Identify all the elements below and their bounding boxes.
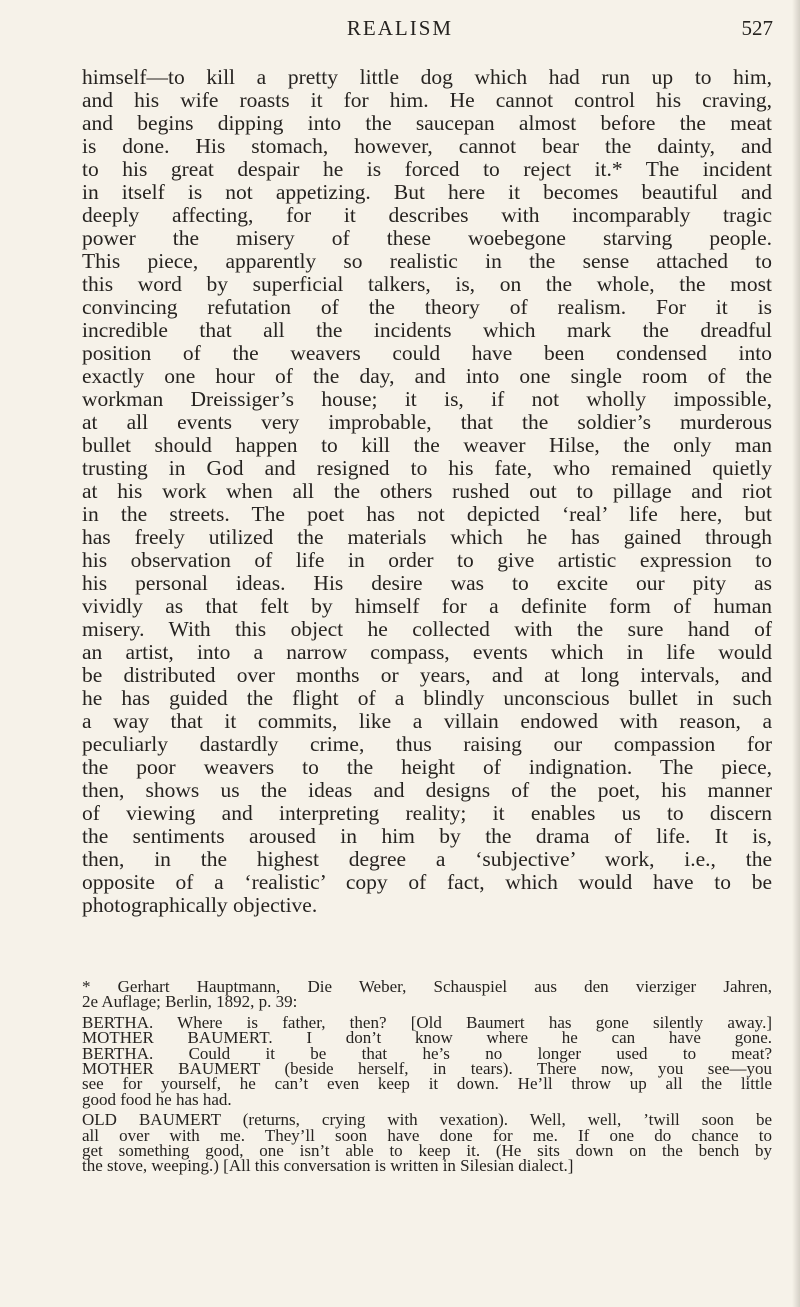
body-line: incredible that all the incidents which mark the dreadful — [82, 318, 772, 342]
body-line: workman Dreissiger’s house; it is, if not wholly impossible, — [82, 387, 772, 411]
body-line: peculiarly dastardly crime, thus raising our compassion for — [82, 732, 772, 756]
body-line: the poor weavers to the height of indignation. The piece, — [82, 755, 772, 779]
body-line: a way that it commits, like a villain endowed with reason, a — [82, 709, 772, 733]
footnote-line: MOTHER BAUMERT. I don’t know where he can have gone. — [82, 1028, 772, 1048]
footnote-line: all over with me. They’ll soon have done for me. If one do chance to — [82, 1125, 772, 1145]
footnote-paragraph — [82, 1012, 772, 1109]
page-binding-edge — [792, 0, 800, 1307]
body-line: convincing refutation of the theory of realism. For it is — [82, 295, 772, 319]
body-line: misery. With this object he collected with the sure hand of — [82, 617, 772, 641]
body-line: bullet should happen to kill the weaver Hilse, the only man — [82, 433, 772, 457]
body-line: at all events very improbable, that the soldier’s murderous — [82, 410, 772, 434]
body-line: he has guided the flight of a blindly unconscious bullet in such — [82, 686, 772, 710]
body-line: This piece, apparently so realistic in the sense attached to — [82, 249, 772, 273]
body-line: opposite of a ‘realistic’ copy of fact, which would have to be — [82, 870, 772, 894]
body-line: to his great despair he is forced to reject it.* The incident — [82, 157, 772, 181]
footnote-line: get something good, one isn’t able to keep it. (He sits down on the bench by — [82, 1140, 772, 1160]
body-line: exactly one hour of the day, and into one single room of the — [82, 364, 772, 388]
page-number: 527 — [741, 16, 773, 40]
body-line: this word by superficial talkers, is, on the whole, the most — [82, 272, 772, 296]
footnote-line: OLD BAUMERT (returns, crying with vexation). Well, well, ’twill soon be — [82, 1110, 772, 1130]
body-line: himself—to kill a pretty little dog which had run up to him, — [82, 65, 772, 89]
body-line: photographically objective. — [82, 893, 318, 917]
body-line: of viewing and interpreting reality; it enables us to discern — [82, 801, 772, 825]
running-title: REALISM — [346, 16, 454, 40]
footnote-paragraph — [82, 1112, 772, 1174]
body-line: be distributed over months or years, and at long intervals, and — [82, 663, 772, 687]
body-line: position of the weavers could have been condensed into — [82, 341, 772, 365]
footnotes — [82, 979, 772, 1174]
body-line: his observation of life in order to give artistic expression to — [82, 548, 772, 572]
footnote-line: 2e Auflage; Berlin, 1892, p. 39: — [82, 992, 298, 1012]
body-line: then, in the highest degree a ‘subjective’ work, i.e., the — [82, 847, 772, 871]
footnote-line: the stove, weeping.) [All this conversation is written in Silesian dialect.] — [82, 1156, 574, 1176]
body-line: then, shows us the ideas and designs of the poet, his manner — [82, 778, 772, 802]
body-line: and begins dipping into the saucepan almost before the meat — [82, 111, 772, 135]
body-line: at his work when all the others rushed out to pillage and riot — [82, 479, 772, 503]
body-line: an artist, into a narrow compass, events which in life would — [82, 640, 772, 664]
body-line: and his wife roasts it for him. He cannot control his craving, — [82, 88, 772, 112]
body-line: his personal ideas. His desire was to excite our pity as — [82, 571, 772, 595]
footnote-line: BERTHA. Could it be that he’s no longer used to meat? — [82, 1043, 772, 1063]
body-line: vividly as that felt by himself for a definite form of human — [82, 594, 772, 618]
footnote-line: good food he has had. — [82, 1089, 232, 1109]
body-line: the sentiments aroused in him by the drama of life. It is, — [82, 824, 772, 848]
running-head — [0, 16, 800, 46]
body-line: has freely utilized the materials which he has gained through — [82, 525, 772, 549]
body-line: trusting in God and resigned to his fate, who remained quietly — [82, 456, 772, 480]
body-line: is done. His stomach, however, cannot bear the dainty, and — [82, 134, 772, 158]
body-line: power the misery of these woebegone starving people. — [82, 226, 772, 250]
footnote-line: see for yourself, he can’t even keep it down. He’ll throw up all the little — [82, 1074, 772, 1094]
body-line: in itself is not appetizing. But here it becomes beautiful and — [82, 180, 772, 204]
footnote-line: * Gerhart Hauptmann, Die Weber, Schauspiel aus den vierziger Jahren, — [82, 977, 772, 996]
body-text — [82, 66, 772, 917]
footnote-paragraph — [82, 979, 772, 1010]
footnote-line: BERTHA. Where is father, then? [Old Baumert has gone silently away.] — [82, 1012, 772, 1032]
body-line: deeply affecting, for it describes with incomparably tragic — [82, 203, 772, 227]
body-line: in the streets. The poet has not depicted ‘real’ life here, but — [82, 502, 772, 526]
footnote-line: MOTHER BAUMERT (beside herself, in tears). There now, you see—you — [82, 1058, 772, 1078]
